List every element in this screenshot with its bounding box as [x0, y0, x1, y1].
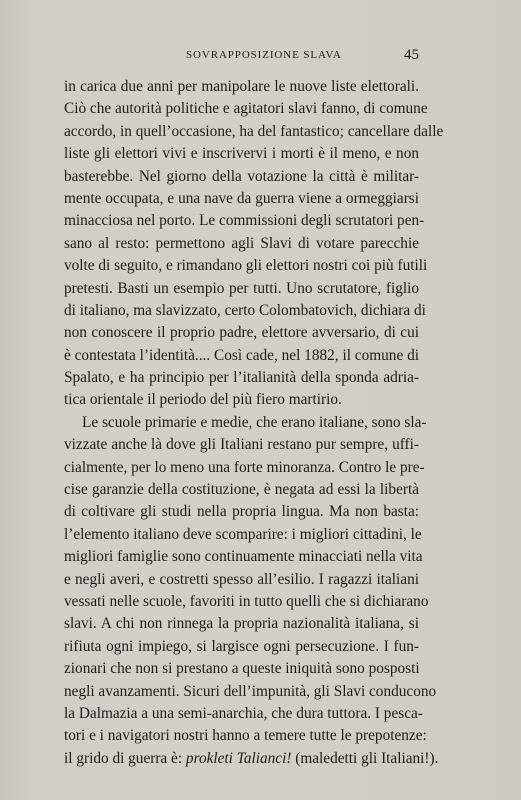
page-number: 45 — [404, 47, 419, 63]
text-line: cise garanzie della costituzione, è negata ad essi la libertà — [64, 481, 419, 499]
text-span: (maledetti gli Italiani!). — [291, 749, 439, 767]
text-line: minacciosa nel porto. Le commissioni degli scrutatori pen- — [64, 212, 425, 230]
text-line: Ciò che autorità politiche e agitatori slavi fanno, di comune — [64, 100, 428, 118]
text-line: di italiano, ma slavizzato, certo Colombatovich, dichiara di — [64, 301, 426, 319]
text-line: non conoscere il proprio padre, elettore avversario, di cui — [64, 324, 419, 342]
text-span: il grido di guerra è: — [64, 749, 186, 767]
text-line: volte di seguito, e rimandano gli elettori nostri coi più futili — [64, 257, 428, 275]
text-line: cialmente, per lo meno una forte minoranza. Contro le pre- — [64, 458, 425, 476]
text-line: tica orientale il periodo del più fiero martirio. — [64, 391, 342, 409]
text-line: la Dalmazia a una semi-anarchia, che dura tuttora. I pesca- — [64, 704, 423, 722]
text-line: in carica due anni per manipolare le nuove liste elettorali. — [64, 78, 419, 95]
text-line: mente occupata, e una nave da guerra viene a ormeggiarsi — [64, 189, 419, 207]
running-title: SOVRAPPOSIZIONE SLAVA — [186, 49, 342, 61]
text-line: accordo, in quell’occasione, ha del fantastico; cancellare dalle — [64, 122, 444, 140]
text-line: negli avanzamenti. Sicuri dell’impunità, gli Slavi conducono — [64, 682, 437, 700]
text-line: Spalato, e ha principio per l’italianità della sponda adria- — [64, 369, 419, 387]
text-line: è contestata l’identità.... Così cade, nel 1882, il comune di — [64, 346, 419, 364]
text-line: sano al resto: permettono agli Slavi di votare parecchie — [64, 234, 419, 252]
text-line-final — [64, 748, 439, 770]
text-line: zionari che non si prestano a queste iniquità sono posposti — [64, 660, 420, 678]
paragraph-1 — [64, 76, 444, 412]
text-line: rifiuta ogni impiego, si largisce ogni persecuzione. I fun- — [64, 637, 419, 655]
text-line: migliori famiglie sono continuamente minacciati nella vita — [64, 548, 423, 566]
text-line: e negli averi, e costretti spesso all’esilio. I ragazzi italiani — [64, 570, 419, 588]
text-line: basterebbe. Nel giorno della votazione la città è militar- — [64, 167, 419, 185]
body-text — [64, 76, 444, 770]
text-line: di coltivare gli studi nella propria lingua. Ma non basta: — [64, 503, 419, 521]
text-line: vessati nelle scuole, favoriti in tutto quelli che si dichiarano — [64, 592, 429, 610]
text-line: Le scuole primarie e medie, che erano italiane, sono sla- — [82, 413, 427, 431]
text-line: l’elemento italiano deve scomparire: i migliori cittadini, le — [64, 525, 422, 543]
text-line: liste gli elettori vivi e inscrivervi i morti è il meno, e non — [64, 145, 419, 163]
text-line: tori e i navigatori nostri hanno a temere tutte le prepotenze: — [64, 727, 427, 745]
text-line: pretesti. Basti un esempio per tutti. Uno scrutatore, figlio — [64, 279, 419, 297]
text-line: vizzate anche là dove gli Italiani restano pur sempre, uffi- — [64, 436, 419, 454]
running-head — [64, 47, 419, 67]
text-line: slavi. A chi non rinnega la propria nazionalità italiana, si — [64, 615, 419, 633]
italic-quote: prokleti Talianci! — [185, 749, 292, 767]
paragraph-2 — [64, 412, 439, 770]
